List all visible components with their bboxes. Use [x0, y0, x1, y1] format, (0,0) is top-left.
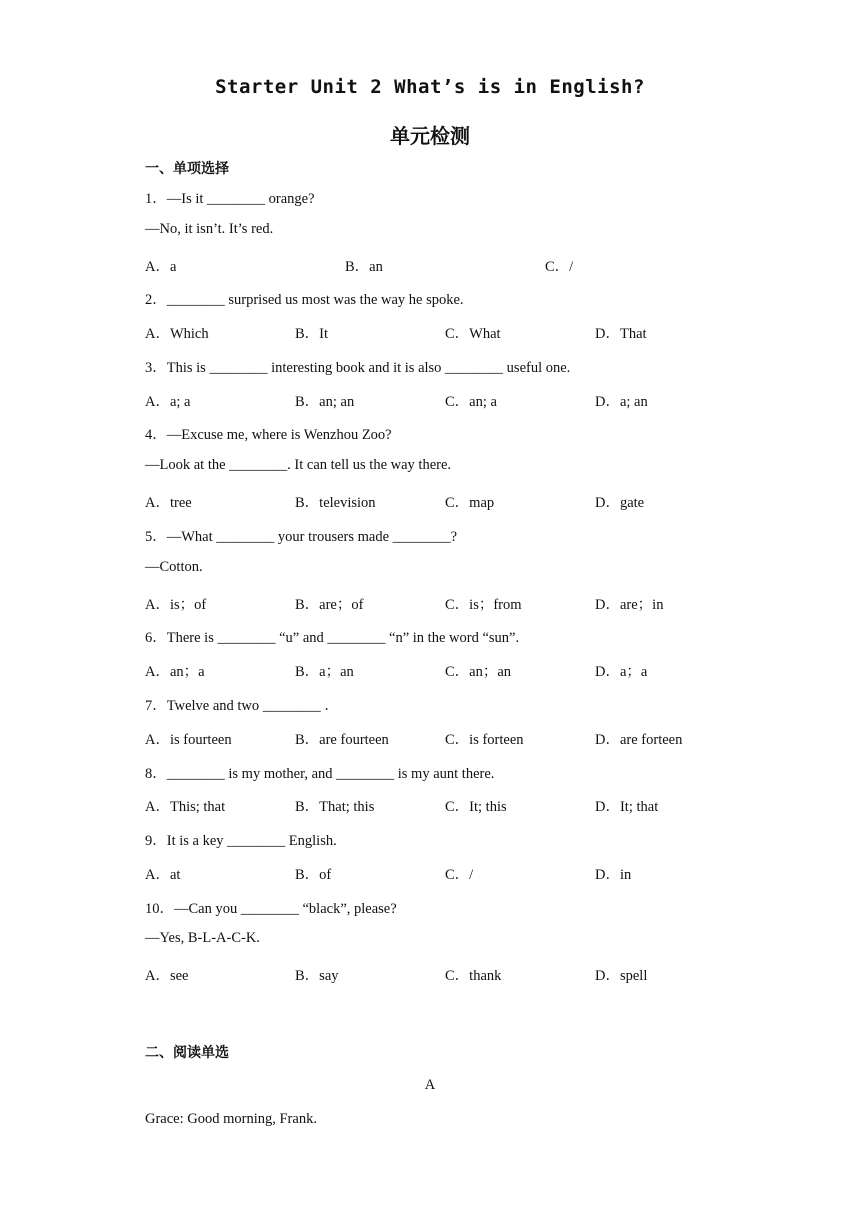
question-1-line-1: 1．—Is it ________ orange? — [145, 191, 315, 207]
question-5-option-c: C．is；from — [445, 597, 522, 613]
question-5-line-2: —Cotton. — [145, 559, 203, 575]
question-10-line-2: —Yes, B-L-A-C-K. — [145, 930, 260, 946]
question-10-options — [145, 964, 745, 984]
question-7-option-a: A．is fourteen — [145, 732, 232, 748]
question-6-option-a: A．an；a — [145, 664, 205, 680]
question-4-option-b: B．television — [295, 495, 376, 511]
question-4-option-d: D．gate — [595, 495, 645, 511]
question-6-options — [145, 660, 745, 680]
question-8-option-c: C．It; this — [445, 799, 507, 815]
question-1-option-c: C．/ — [545, 259, 574, 275]
question-8-option-a: A．This; that — [145, 799, 226, 815]
question-9-option-d: D．in — [595, 867, 632, 883]
question-1-option-b: B．an — [345, 259, 383, 275]
question-5-option-b: B．are；of — [295, 597, 364, 613]
question-2-options — [145, 322, 745, 342]
question-1-line-2: —No, it isn’t. It’s red. — [145, 221, 274, 237]
question-7-option-d: D．are forteen — [595, 732, 683, 748]
question-9-option-b: B．of — [295, 867, 332, 883]
question-7-options — [145, 728, 745, 748]
section-heading-single-choice: 一、单项选择 — [145, 161, 229, 177]
question-10-option-d: D．spell — [595, 968, 648, 984]
question-2-line-1: 2．________ surprised us most was the way he spoke. — [145, 292, 464, 308]
question-4-line-2: —Look at the ________. It can tell us the way there. — [145, 457, 452, 473]
question-7-option-b: B．are fourteen — [295, 732, 389, 748]
question-9-option-c: C．/ — [445, 867, 474, 883]
question-6-option-c: C．an；an — [445, 664, 512, 680]
question-2-option-b: B．It — [295, 326, 329, 342]
question-8-option-d: D．It; that — [595, 799, 659, 815]
question-2-option-d: D．That — [595, 326, 647, 342]
question-3-option-d: D．a; an — [595, 394, 648, 410]
page-title: Starter Unit 2 What’s is in English? — [215, 76, 645, 98]
question-8-line-1: 8．________ is my mother, and ________ is my aunt there. — [145, 766, 495, 782]
question-5-options — [145, 593, 745, 613]
question-6-option-d: D．a；a — [595, 664, 648, 680]
question-5-option-d: D．are；in — [595, 597, 664, 613]
question-4-option-a: A．tree — [145, 495, 192, 511]
question-10-line-1: 10．—Can you ________ “black”, please? — [145, 901, 397, 917]
page-subtitle: 单元检测 — [390, 124, 470, 148]
question-4-options — [145, 491, 745, 511]
question-2-option-c: C．What — [445, 326, 501, 342]
question-9-option-a: A．at — [145, 867, 181, 883]
question-4-option-c: C．map — [445, 495, 495, 511]
question-3-option-b: B．an; an — [295, 394, 355, 410]
question-5-option-a: A．is；of — [145, 597, 207, 613]
question-6-line-1: 6．There is ________ “u” and ________ “n” in the word “sun”. — [145, 630, 520, 646]
question-7-option-c: C．is forteen — [445, 732, 524, 748]
question-9-line-1: 9．It is a key ________ English. — [145, 833, 337, 849]
passage-label: A — [424, 1077, 436, 1093]
question-2-option-a: A．Which — [145, 326, 209, 342]
question-3-line-1: 3．This is ________ interesting book and it is also ________ useful one. — [145, 360, 571, 376]
question-10-option-a: A．see — [145, 968, 189, 984]
question-8-options — [145, 795, 745, 815]
question-9-options — [145, 863, 745, 883]
question-8-option-b: B．That; this — [295, 799, 375, 815]
question-1-options — [145, 255, 745, 275]
question-10-option-b: B．say — [295, 968, 339, 984]
question-3-option-c: C．an; a — [445, 394, 497, 410]
question-5-line-1: 5．—What ________ your trousers made ________? — [145, 529, 458, 545]
question-3-option-a: A．a; a — [145, 394, 191, 410]
section-heading-reading: 二、阅读单选 — [145, 1045, 229, 1061]
passage-first-line: Grace: Good morning, Frank. — [145, 1111, 317, 1127]
question-10-option-c: C．thank — [445, 968, 502, 984]
question-7-line-1: 7．Twelve and two ________ ． — [145, 698, 339, 714]
question-1-option-a: A．a — [145, 259, 177, 275]
question-3-options — [145, 390, 745, 410]
question-6-option-b: B．a；an — [295, 664, 354, 680]
question-4-line-1: 4．—Excuse me, where is Wenzhou Zoo? — [145, 427, 392, 443]
